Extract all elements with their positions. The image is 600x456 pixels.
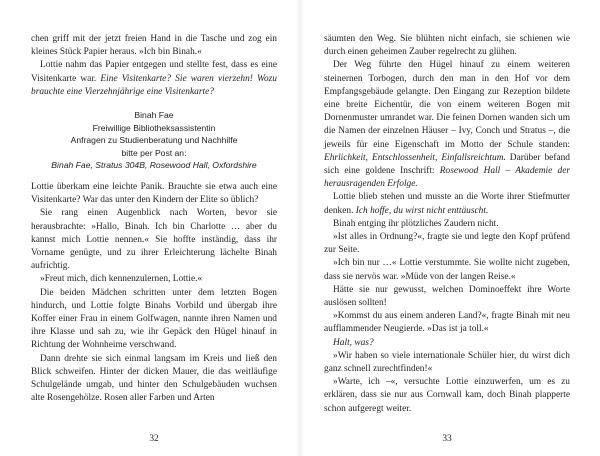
book-gutter [296,0,304,456]
card-instruction: bitte per Post an: [121,147,187,158]
paragraph: chen griff mit der jetzt freien Hand in die Tasche und zog ein kleines Stück Papier heraus. »Ich bin Binah.« [31,34,277,58]
paragraph: »Wir haben so viele internationale Schüler hier, du wirst dich ganz schnell zurechtfinden!« [324,350,570,375]
paragraph: Binah entging ihr plötzliches Zaudern nicht. [333,218,499,229]
card-address: Binah Fae, Stratus 304B, Rosewood Hall, Oxfordshire [51,160,257,171]
paragraph: »Ist alles in Ordnung?«, fragte sie und legte den Kopf prüfend zur Seite. [324,232,570,256]
left-page [31,33,277,423]
card-subtitle: Anfragen zu Studienberatung und Nachhilfe [70,135,238,146]
paragraph: »Freut mich, dich kennenzulernen, Lottie.« [40,274,203,285]
paragraph: Lottie überkam eine leichte Panik. Brauchte sie etwa auch eine Visitenkarte? War das unter den Kindern der Elite so üblich? [31,181,277,206]
paragraph: säumten den Weg. Sie blühten nicht einfach, sie schienen wie durch einen geheimen Zauber regelrecht zu glühen. [324,34,570,58]
paragraph: Hätte sie nur gewusst, welchen Dominoeffekt ihre Worte auslösen sollten! [324,284,570,309]
italic-text: Halt, was? [333,337,374,348]
business-card-text [31,109,277,172]
paragraph [324,337,570,350]
italic-text: Eine Visitenkarte? Sie waren vierzehn! Wozu brauchte eine Vierzehnjährige eine Visitenkarte? [31,73,277,97]
page-number: 33 [442,434,452,444]
paragraph: Der Weg führte den Hügel hinauf zu einem weiteren steinernen Torbogen, durch den man in den Hof vor dem Empfangsgebäude gelangte. Den Eingang zur Rezeption bildete eine breite Eichentür, die von einem weiteren Bogen mit Dornenmuster umrandet war. Die feinen Dornen wanden sich um die Namen der einzelnen Häuser – Ivy, Conch und Stratus –, die jeweils für eine Eigenschaft im Motto der Schule standen: Ehrlichkeit, Entschlossenheit, Einfallsreichtum. Darüber befand sich eine goldene Inschrift: Rosewood Hall – Akademie der herausragenden Erfolge. [324,60,571,190]
italic-text: Ehrlichkeit, Entschlossenheit, Einfallsreichtum. [324,152,506,163]
paragraph: Lottie nahm das Papier entgegen und stellte fest, dass es eine Visitenkarte war. Eine Visitenkarte? Sie waren vierzehn! Wozu brauchte eine Vierzehnjährige eine Visitenkarte? [31,60,277,97]
paragraph: Sie rang einen Augenblick nach Worten, bevor sie herausbrachte: »Hallo, Binah. Ich bin Charlotte … aber du kannst mich Lottie nennen.« Sie hoffte inständig, dass ihr Vorname genügte, und zu ihrer Erleichterung lächelte Binah aufrichtig. [31,208,277,272]
paragraph: Lottie blieb stehen und musste an die Worte ihrer Stiefmutter denken. Ich hoffe, du wirst nicht enttäuscht. [324,192,570,216]
paragraph: Die beiden Mädchen schritten unter dem letzten Bogen hindurch, und Lottie folgte Binahs Vorbild und übergab ihre Koffer einer Frau in einem Golfwagen, nannte ihren Namen und ihre Klasse und sah zu, wie ihr Gepäck den Hügel hinauf in Richtung der Wohnheime verschwand. [31,287,277,351]
right-page [324,33,570,423]
paragraph: Dann drehte sie sich einmal langsam im Kreis und ließ den Blick schweifen. Hinter der dicken Mauer, die das weitläufige Schulgelände umgab, und hinter den Schulgebäuden wuchsen alte Rosengehölze. Rosen aller Farben und Arten [31,353,277,404]
paragraph: »Ich bin nur …« Lottie verstummte. Sie wollte nicht zugeben, dass sie nervös war. »Müde von der langen Reise.« [324,258,570,282]
paragraph: »Kommst du aus einem anderen Land?«, fragte Binah mit neu aufflammender Neugierde. »Das ist ja toll.« [324,311,570,335]
page-number: 32 [149,434,159,444]
card-name: Binah Fae [134,110,174,121]
paragraph: »Warte, ich –«, versuchte Lottie einzuwerfen, um es zu erklären, dass sie nur aus Cornwall kam, doch Binah plapperte schon aufgeregt weiter. [324,377,570,414]
card-title: Freiwillige Bibliotheksassistentin [92,122,216,133]
italic-text: Rosewood Hall – Akademie der herausragenden Erfolge. [324,166,571,190]
italic-text: Ich hoffe, du wirst nicht enttäuscht. [355,205,489,216]
